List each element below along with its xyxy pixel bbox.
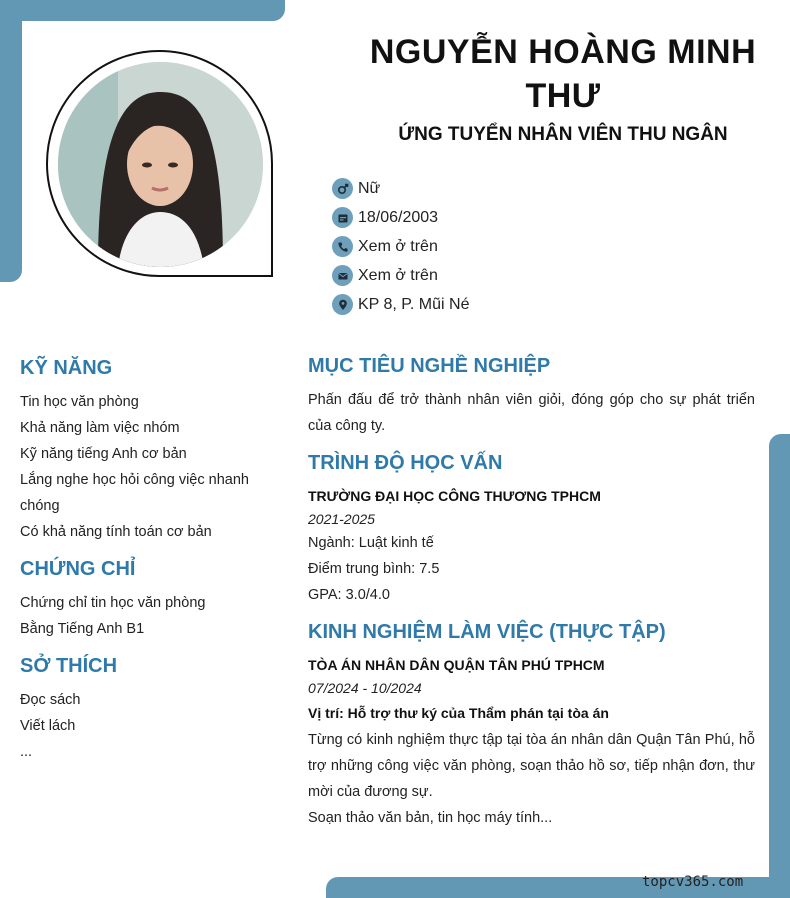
hobby-item: Đọc sách (20, 692, 81, 708)
certificates-section (20, 556, 260, 642)
hobby-item: Viết lách (20, 718, 76, 734)
section-title: MỤC TIÊU NGHỀ NGHIỆP (308, 355, 551, 377)
skill-item: Tin học văn phòng (20, 394, 139, 410)
section-title: TRÌNH ĐỘ HỌC VẤN (308, 452, 503, 474)
contact-phone (332, 232, 469, 261)
skill-item: Lắng nghe học hỏi công việc nhanh chóng (20, 472, 249, 514)
watermark: topcv365.com (642, 874, 744, 890)
certificate-item: Bằng Tiếng Anh B1 (20, 621, 145, 637)
experience-period: 07/2024 - 10/2024 (308, 680, 422, 696)
decor-bar-left (0, 0, 22, 282)
contact-gender (332, 174, 469, 203)
skill-item: Có khả năng tính toán cơ bản (20, 524, 212, 540)
education-section (308, 450, 755, 608)
objective-text: Phấn đấu để trở thành nhân viên giỏi, đóng góp cho sự phát triển của công ty. (308, 392, 755, 434)
section-title: CHỨNG CHỈ (20, 558, 136, 580)
candidate-name: NGUYỄN HOÀNG MINH THƯ (369, 33, 757, 115)
experience-description: Soạn thảo văn bản, tin học máy tính... (308, 810, 553, 826)
phone-icon (332, 236, 353, 257)
education-period: 2021-2025 (308, 511, 375, 527)
education-score: Điểm trung bình: 7.5 (308, 561, 440, 577)
decor-bar-right (769, 434, 790, 898)
email-icon (332, 265, 353, 286)
education-major: Ngành: Luật kinh tế (308, 535, 434, 551)
company-name: TÒA ÁN NHÂN DÂN QUẬN TÂN PHÚ TPHCM (308, 657, 605, 673)
applied-position: ỨNG TUYỂN NHÂN VIÊN THU NGÂN (398, 124, 728, 145)
left-column (20, 355, 260, 776)
certificate-item: Chứng chỉ tin học văn phòng (20, 595, 206, 611)
skills-section (20, 355, 260, 545)
experience-description: Từng có kinh nghiệm thực tập tại tòa án nhân dân Quận Tân Phú, hỗ trợ những công việc văn phòng, soạn thảo hồ sơ, tiếp nhận đơn, thư mời của đương sự. (308, 732, 755, 800)
hobby-item: ... (20, 744, 33, 760)
profile-photo (58, 62, 263, 267)
contact-email (332, 261, 469, 290)
calendar-icon (332, 207, 353, 228)
skill-item: Kỹ năng tiếng Anh cơ bản (20, 446, 187, 462)
location-icon (332, 294, 353, 315)
right-column (308, 353, 755, 842)
contact-address (332, 290, 469, 319)
section-title: SỞ THÍCH (20, 655, 118, 677)
contact-birthday (332, 203, 469, 232)
section-title: KINH NGHIỆM LÀM VIỆC (THỰC TẬP) (308, 621, 666, 643)
school-name: TRƯỜNG ĐẠI HỌC CÔNG THƯƠNG TPHCM (308, 488, 601, 504)
education-gpa: GPA: 3.0/4.0 (308, 587, 390, 603)
contact-text: Xem ở trên (358, 237, 438, 255)
gender-icon (332, 178, 353, 199)
contact-text: Xem ở trên (358, 266, 438, 284)
experience-role: Vị trí: Hỗ trợ thư ký của Thẩm phán tại tòa án (308, 705, 609, 721)
contact-list (332, 174, 469, 319)
contact-text: KP 8, P. Mũi Né (358, 295, 470, 313)
objective-section (308, 353, 755, 439)
skill-item: Khả năng làm việc nhóm (20, 420, 180, 436)
experience-section (308, 619, 755, 831)
contact-text: 18/06/2003 (358, 208, 439, 226)
decor-bar-top (0, 0, 285, 21)
contact-text: Nữ (358, 179, 381, 197)
section-title: KỸ NĂNG (20, 357, 113, 379)
hobbies-section (20, 653, 260, 765)
